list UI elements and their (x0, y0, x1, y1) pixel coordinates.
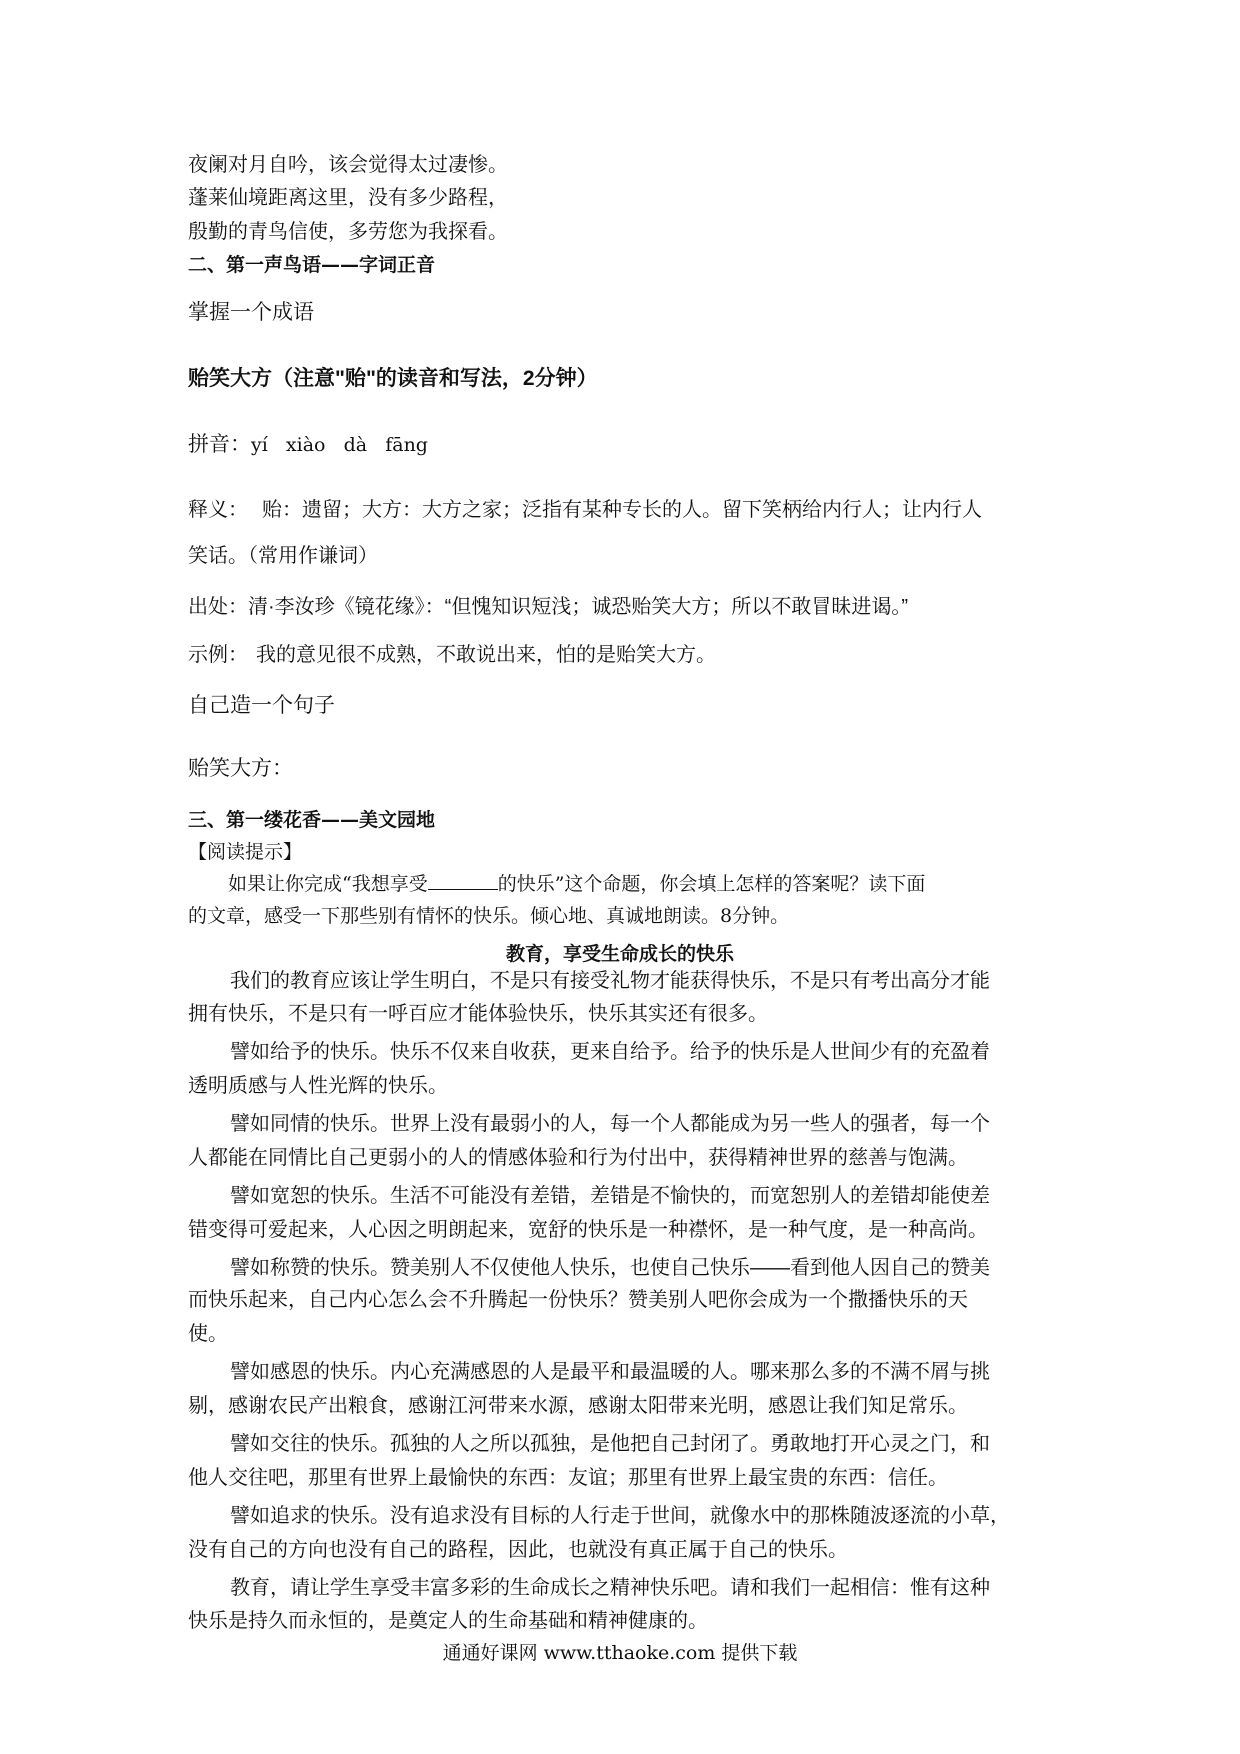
section-heading-3: 三、第一缕花香——美文园地 (188, 809, 436, 831)
meaning-text-cont: 笑话。（常用作谦词） (188, 545, 378, 567)
page-footer: 通通好课网 www.tthaoke.com 提供下载 (442, 1642, 798, 1664)
example-text: 我的意见很不成熟，不敢说出来，怕的是贻笑大方。 (256, 644, 716, 666)
article-line: 没有自己的方向也没有自己的路程，因此，也就没有真正属于自己的快乐。 (188, 1539, 848, 1561)
article-line: 使。 (188, 1323, 228, 1345)
reading-tip-line-1 (228, 875, 925, 894)
idiom-line-text: 贻笑大方（注意"贻"的读音和写法，2分钟） (188, 367, 598, 390)
example-row (188, 645, 716, 665)
idiom-line (188, 368, 598, 389)
tip-text-part-1: 如果让你完成“我想享受 (228, 873, 428, 895)
article-line: 譬如追求的快乐。没有追求没有目标的人行走于世间，就像水中的那株随波逐流的小草， (230, 1505, 1010, 1527)
tip-text-part-2: 的快乐”这个命题，你会填上怎样的答案呢？读下面 (497, 873, 926, 895)
article-line: 譬如感恩的快乐。内心充满感恩的人是最平和最温暖的人。哪来那么多的不满不屑与挑 (230, 1361, 990, 1383)
reading-tip-line-2: 的文章，感受一下那些别有情怀的快乐。倾心地、真诚地朗读。8分钟。 (188, 905, 790, 927)
article-line: 快乐是持久而永恒的，是奠定人的生命基础和精神健康的。 (188, 1610, 708, 1632)
article-line: 教育，请让学生享受丰富多彩的生命成长之精神快乐吧。请和我们一起相信：惟有这种 (230, 1577, 990, 1599)
article-title: 教育，享受生命成长的快乐 (505, 943, 734, 965)
article-line: 他人交往吧，那里有世界上最愉快的东西：友谊；那里有世界上最宝贵的东西：信任。 (188, 1467, 948, 1489)
meaning-label: 释义： (188, 499, 248, 521)
reading-tip-label: 【阅读提示】 (188, 841, 303, 863)
pinyin-label: 拼音： (188, 433, 251, 456)
article-line: 剔，感谢农民产出粮食，感谢江河带来水源，感谢太阳带来光明，感恩让我们知足常乐。 (188, 1395, 968, 1417)
article-line: 透明质感与人性光辉的快乐。 (188, 1075, 448, 1097)
article-line: 譬如给予的快乐。快乐不仅来自收获，更来自给予。给予的快乐是人世间少有的充盈着 (230, 1041, 990, 1063)
pinyin-value: yí xiào dà fāng (251, 434, 428, 456)
section-heading-2: 二、第一声鸟语——字词正音 (188, 254, 436, 276)
article-line: 人都能在同情比自己更弱小的人的情感体验和行为付出中，获得精神世界的慈善与饱满。 (188, 1147, 968, 1169)
pinyin-row (188, 434, 428, 455)
article-line: 譬如同情的快乐。世界上没有最弱小的人，每一个人都能成为另一些人的强者，每一个 (230, 1113, 990, 1135)
section-subheading: 掌握一个成语 (188, 301, 314, 324)
article-line: 譬如宽恕的快乐。生活不可能没有差错，差错是不愉快的，而宽恕别人的差错却能使差 (230, 1185, 990, 1207)
article-line: 拥有快乐，不是只有一呼百应才能体验快乐，快乐其实还有很多。 (188, 1003, 768, 1025)
sentence-answer-label: 贻笑大方： (188, 757, 293, 780)
article-line: 譬如称赞的快乐。赞美别人不仅使他人快乐，也使自己快乐——看到他人因自己的赞美 (230, 1257, 990, 1279)
meaning-row (188, 500, 982, 520)
poem-line-2: 蓬莱仙境距离这里，没有多少路程， (188, 185, 508, 209)
source-label: 出处： (188, 596, 248, 618)
poem-line-1: 夜阑对月自吟，该会觉得太过凄惨。 (188, 152, 508, 176)
make-sentence-prompt: 自己造一个句子 (188, 694, 335, 717)
article-line: 我们的教育应该让学生明白，不是只有接受礼物才能获得快乐，不是只有考出高分才能 (230, 970, 990, 992)
article-line: 而快乐起来，自己内心怎么会不升腾起一份快乐？赞美别人吧你会成为一个撒播快乐的天 (188, 1289, 968, 1311)
meaning-text: 贻：遗留；大方：大方之家；泛指有某种专长的人。留下笑柄给内行人；让内行人 (262, 499, 982, 521)
source-row (188, 597, 908, 617)
poem-line-3: 殷勤的青鸟信使，多劳您为我探看。 (188, 219, 508, 243)
fill-in-blank (428, 888, 498, 890)
article-line: 错变得可爱起来，人心因之明朗起来，宽舒的快乐是一种襟怀，是一种气度，是一种高尚。 (188, 1219, 988, 1241)
source-text: 清·李汝珍《镜花缘》：“但愧知识短浅；诚恐贻笑大方；所以不敢冒昧进谒。” (248, 596, 908, 618)
article-line: 譬如交往的快乐。孤独的人之所以孤独，是他把自己封闭了。勇敢地打开心灵之门，和 (230, 1433, 990, 1455)
example-label: 示例： (188, 644, 248, 666)
